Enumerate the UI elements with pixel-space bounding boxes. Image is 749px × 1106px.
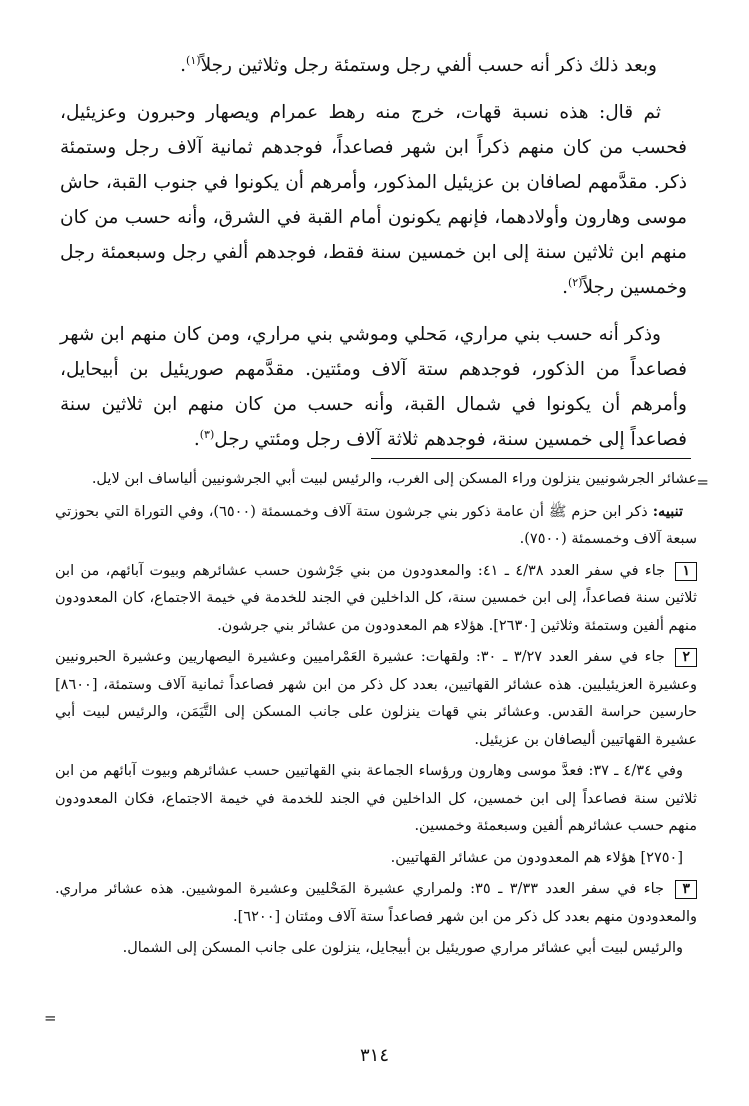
footnote-2-summary xyxy=(55,845,697,873)
footnote-ref-2: (٢) xyxy=(567,275,583,289)
paragraph-1: وبعد ذلك ذكر أنه حسب ألفي رجل وستمئة رجل وثلاثين رجلاً$^{(١)}$. xyxy=(180,53,657,76)
continues-on-next-page-mark: = xyxy=(44,1009,57,1027)
footnote-3-continuation-text: والرئيس لبيت أبي عشائر مراري صوريئيل بن أبيجايل، ينزلون على جانب المسكن إلى الشمال. xyxy=(122,940,683,956)
continued-from-previous-mark: = xyxy=(696,473,709,491)
footnote-3-number: ٣ xyxy=(675,880,697,899)
footnote-1 xyxy=(55,558,697,641)
footnote-3 xyxy=(55,876,697,931)
tanbih-text: ذكر ابن حزم ﷺ أن عامة ذكور بني جرشون ستة آلاف وخمسمئة (٦٥٠٠)، وفي التوراة التي بحوزتي سبعة آلاف وخمسمئة (٧٥٠٠). xyxy=(55,503,697,547)
footnote-3-text: جاء في سفر العدد ٣/٣٣ ـ ٣٥: ولمراري عشيرة المَحْليين وعشيرة الموشيين. هذه عشائر مراري. والمعدودون منهم بعدد كل ذكر من ابن شهر فصاعداً ستة آلاف ومئتان [٦٢٠٠]. xyxy=(55,881,697,925)
main-text xyxy=(60,48,687,469)
footnote-ref-1: (١) xyxy=(186,53,201,67)
paragraph-3: وذكر أنه حسب بني مراري، مَحلي وموشي بني مراري، ومن كان منهم ابن شهر فصاعداً من الذكور، فوجدهم ستة آلاف ومئتين. مقدَّمهم صوريئيل بن أبيحايل، وأمرهم أن يكونوا في شمال القبة، وأنه حسب من كان منهم ابن ثلاثين سنة فصاعداً إلى خمسين سنة، فوجدهم ثلاثة آلاف رجل ومئتي رجل$^{(٣)}$. xyxy=(60,324,687,450)
footnote-continuation-text: عشائر الجرشونيين ينزلون وراء المسكن إلى الغرب، والرئيس لبيت أبي الجرشونيين ألياساف ابن لايل. xyxy=(91,471,697,487)
footnote-2 xyxy=(55,644,697,754)
footnote-2-continuation-text: وفي ٤/٣٤ ـ ٣٧: فعدَّ موسى وهارون ورؤساء الجماعة بني القهاتيين حسب عشائرهم وبيوت آبائهم من ابن ثلاثين سنة فصاعداً إلى ابن خمسين، كل الداخلين في الجند للخدمة في خيمة الاجتماع، فكان المعدودون منهم حسب عشائرهم ألفين وسبعمئة وخمسين. xyxy=(55,763,697,834)
page-number: ٣١٤ xyxy=(359,1045,389,1066)
footnote-2-text: جاء في سفر العدد ٣/٢٧ ـ ٣٠: ولقهات: عشيرة العَمْراميين وعشيرة اليصهاريين وعشيرة الحبرونيين وعشيرة العزيئيليين. هذه عشائر القهاتيين، بعدد كل ذكر من ابن شهر فصاعداً ثمانية آلاف وستمئة، [٨٦٠٠] حارسين حراسة القدس. وعشائر بني قهات ينزلون على جانب المسكن إلى التَّيَمَن، والرئيس لبيت أبي عشيرة القهاتيين أليصافان بن عزيئيل. xyxy=(55,649,697,748)
footnote-continuation xyxy=(55,466,697,494)
footnote-ref-3: (٣) xyxy=(199,427,215,441)
footnote-separator xyxy=(371,458,691,459)
footnote-2-continuation xyxy=(55,758,697,841)
footnote-2-number: ٢ xyxy=(675,648,697,667)
tanbih-label: تنبيه: xyxy=(652,502,683,520)
paragraph-2-text: ثم قال: هذه نسبة قهات، خرج منه رهط عمرام ويصهار وحبرون وعزيئيل، فحسب من كان منهم ذكراً ابن شهر فصاعداً، فوجدهم ثمانية آلاف رجل وستمئة ذكر. مقدَّمهم لصافان بن عزيئيل المذكور، وأمرهم أن يكونوا في جنوب القبة، حاش موسى وهارون وأولادهما، فإنهم يكونون أمام القبة في الشرق، وأنه حسب من كان منهم ابن ثلاثين سنة إلى ابن خمسين سنة فقط، فوجدهم ألفي رجل وسبعمئة رجل وخمسين رجلاً xyxy=(60,102,687,298)
footnote-2-summary-text: [٢٧٥٠] هؤلاء هم المعدودون من عشائر القهاتيين. xyxy=(390,849,683,866)
paragraph-1-text: وبعد ذلك ذكر أنه حسب ألفي رجل وستمئة رجل وثلاثين رجلاً xyxy=(200,55,657,76)
paragraph-2: ثم قال: هذه نسبة قهات، خرج منه رهط عمرام ويصهار وحبرون وعزيئيل، فحسب من كان منهم ذكراً ابن شهر فصاعداً، فوجدهم ثمانية آلاف رجل وستمئة ذكر. مقدَّمهم لصافان بن عزيئيل المذكور، وأمرهم أن يكونوا في جنوب القبة، حاش موسى وهارون وأولادهما، فإنهم يكونون أمام القبة في الشرق، وأنه حسب من كان منهم ابن ثلاثين سنة إلى ابن خمسين سنة فقط، فوجدهم ألفي رجل وسبعمئة رجل وخمسين رجلاً$^{(٢)}$. xyxy=(60,102,687,298)
footnote-1-number: ١ xyxy=(675,562,697,581)
footnote-1-text: جاء في سفر العدد ٤/٣٨ ـ ٤١: والمعدودون من بني جَرْشون حسب عشائرهم وبيوت آبائهم، من ابن ثلاثين سنة فصاعداً، إلى ابن خمسين سنة، كل الداخلين في الجند للخدمة في خيمة الاجتماع، كان المعدودون منهم ألفين وستمئة وثلاثين [٢٦٣٠]. هؤلاء هم المعدودون من عشائر بني جرشون. xyxy=(55,562,697,634)
footnote-3-continuation xyxy=(55,935,697,963)
footnotes xyxy=(55,466,697,967)
tanbih-note xyxy=(55,498,697,554)
paragraph-3-text: وذكر أنه حسب بني مراري، مَحلي وموشي بني مراري، ومن كان منهم ابن شهر فصاعداً من الذكور، فوجدهم ستة آلاف ومئتين. مقدَّمهم صوريئيل بن أبيحايل، وأمرهم أن يكونوا في شمال القبة، وأنه حسب من كان منهم ابن ثلاثين سنة فصاعداً إلى خمسين سنة، فوجدهم ثلاثة آلاف رجل ومئتي رجل xyxy=(60,324,687,450)
